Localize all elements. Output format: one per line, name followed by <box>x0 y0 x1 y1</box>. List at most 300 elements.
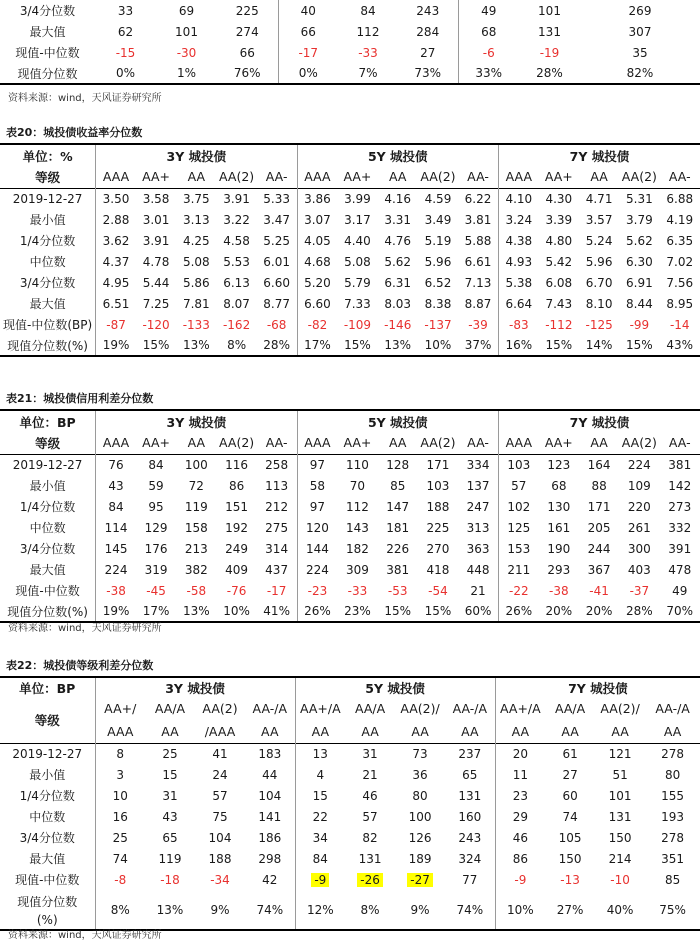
table-cell: 7.81 <box>182 296 210 311</box>
grade-header: AA <box>590 169 608 185</box>
table-cell: 3.01 <box>142 212 170 227</box>
table-cell: 40 <box>278 0 338 21</box>
table-cell: 5.62 <box>626 233 653 248</box>
table-row <box>0 559 700 580</box>
table-cell: 126 <box>408 830 432 845</box>
table-cell: 28% <box>263 338 290 352</box>
table-cell: 7.13 <box>464 275 492 290</box>
table-cell: 183 <box>258 746 282 761</box>
table-row <box>0 475 700 496</box>
highlighted-value: -27 <box>407 873 433 887</box>
table-cell: 19% <box>96 335 136 356</box>
table-cell: 193 <box>661 809 685 824</box>
table-cell: 243 <box>416 3 440 18</box>
table-cell: 7.25 <box>142 296 170 311</box>
table-cell: 161 <box>547 520 571 535</box>
table-row <box>0 21 700 42</box>
grade-label: 等级 <box>35 169 61 185</box>
table-cell: 41 <box>212 746 228 761</box>
table-cell: -8 <box>95 869 145 890</box>
table-cell: 74 <box>95 848 145 869</box>
grade-header: AA- <box>467 169 489 185</box>
table-cell: 8.03 <box>384 296 412 311</box>
table-row <box>0 496 700 517</box>
table-cell: 5.96 <box>424 254 452 269</box>
table-cell: 188 <box>426 499 450 514</box>
table-cell: -120 <box>142 317 170 332</box>
table-cell: 5.38 <box>498 272 538 293</box>
table-cell: -33 <box>347 583 368 598</box>
grade-header: AA+ <box>142 435 171 451</box>
table22-caption: 表22：城投债等级利差分位数 <box>6 659 154 672</box>
table-cell: 142 <box>668 478 692 493</box>
table-cell: 112 <box>345 499 369 514</box>
table-row <box>0 335 700 356</box>
table-cell: 155 <box>661 788 685 803</box>
table-cell: 249 <box>225 541 249 556</box>
grade-header-line1: AA-/A <box>252 701 287 716</box>
table-cell: 86 <box>228 478 245 493</box>
table-cell: 5.24 <box>585 233 613 248</box>
grade-header-line1: AA/A <box>154 701 186 716</box>
table-cell: -137 <box>424 317 452 332</box>
table-cell: 27% <box>556 902 584 917</box>
table-cell: -109 <box>343 317 372 332</box>
table-cell: 6.60 <box>297 293 337 314</box>
header-row <box>0 410 700 432</box>
header-row <box>0 720 700 743</box>
table-cell: 100 <box>184 457 208 472</box>
table-cell: 4.10 <box>498 188 538 209</box>
table-cell: 309 <box>345 562 369 577</box>
table-cell: 6.35 <box>666 233 694 248</box>
table-cell: 20 <box>495 743 545 764</box>
group-header: 7Y 城投债 <box>498 144 700 166</box>
table-cell: 3.47 <box>263 212 290 227</box>
table-cell: -146 <box>384 317 412 332</box>
table-cell: 125 <box>498 517 538 538</box>
table-cell: 80 <box>664 767 681 782</box>
table-cell <box>345 869 395 890</box>
row-label: 最大值 <box>29 297 66 311</box>
row-label: 现值-中位数(BP) <box>2 318 93 332</box>
table-cell: 105 <box>558 830 582 845</box>
grade-header: AAA <box>297 432 337 454</box>
table-cell: 15 <box>162 767 178 782</box>
table21 <box>0 409 700 623</box>
table-cell: 298 <box>258 851 282 866</box>
table-cell: 4.19 <box>666 212 694 227</box>
table-cell: 243 <box>458 830 482 845</box>
grade-header-line2: AA <box>161 723 179 739</box>
table-cell: 60 <box>562 788 578 803</box>
table-cell: 41% <box>263 604 290 618</box>
table-cell: 120 <box>297 517 337 538</box>
grade-header-line1: AA-/A <box>452 701 488 716</box>
table-cell: -15 <box>115 45 136 60</box>
table-row <box>0 0 700 21</box>
table-cell: 3.79 <box>626 212 653 227</box>
table20 <box>0 143 700 357</box>
unit-label: 单位：BP <box>19 680 76 696</box>
table-cell: 75 <box>212 809 228 824</box>
table-cell: 8.95 <box>666 296 694 311</box>
grade-header: AA(2) <box>219 435 255 451</box>
table-row <box>0 890 700 930</box>
grade-header: AA- <box>265 169 288 185</box>
row-label: 1/4分位数 <box>19 234 76 248</box>
grade-header: AAA <box>498 432 538 454</box>
table-cell: 3.99 <box>344 191 371 206</box>
table-cell: 409 <box>225 562 249 577</box>
table-cell: 59 <box>148 478 164 493</box>
table-cell: 33 <box>117 3 134 18</box>
table-cell: 324 <box>458 851 482 866</box>
grade-header: AA+ <box>343 169 372 185</box>
table-cell: 212 <box>265 499 289 514</box>
table-cell: 61 <box>562 746 578 761</box>
table-cell: 15% <box>626 338 653 352</box>
table-cell: -82 <box>297 314 337 335</box>
table-cell: 5.42 <box>545 254 573 269</box>
table-cell: -37 <box>629 583 650 598</box>
table-cell: 20% <box>585 604 613 618</box>
table-cell: 190 <box>547 541 571 556</box>
table-cell: 5.44 <box>142 275 170 290</box>
table-cell: -6 <box>458 42 519 63</box>
table-cell: 23 <box>495 785 545 806</box>
grade-header: AA- <box>668 169 691 185</box>
table-cell: 4.16 <box>384 191 412 206</box>
table-cell: 10% <box>495 890 545 930</box>
table-cell: -39 <box>468 317 488 332</box>
table-cell: 84 <box>148 457 164 472</box>
table-cell: 1% <box>176 66 197 80</box>
table-cell: 13% <box>384 338 412 352</box>
table-cell: 28% <box>626 604 653 618</box>
table-cell: 171 <box>426 457 450 472</box>
table-cell: 5.33 <box>263 191 290 206</box>
table-cell: 85 <box>664 872 681 887</box>
table-row <box>0 517 700 538</box>
table-cell: 36 <box>412 767 428 782</box>
table-cell: -30 <box>176 45 197 60</box>
table-cell: 58 <box>297 475 337 496</box>
grade-header-line2: AA <box>461 723 479 739</box>
table-cell: 44 <box>262 767 278 782</box>
grade-header: AA+ <box>544 435 573 451</box>
table-cell: 88 <box>591 478 607 493</box>
table-cell: -34 <box>210 872 230 887</box>
table-cell: 7.33 <box>344 296 371 311</box>
table-cell: 273 <box>668 499 692 514</box>
row-label: 最大值 <box>29 25 66 39</box>
row-label: 1/4分位数 <box>19 500 76 514</box>
table-cell: 65 <box>462 767 478 782</box>
table-cell: 70% <box>666 604 694 618</box>
table-cell: 141 <box>258 809 282 824</box>
table-cell: 160 <box>458 809 482 824</box>
table-cell: 103 <box>426 478 450 493</box>
table-cell: 74% <box>456 902 484 917</box>
group-header: 5Y 城投债 <box>297 144 498 166</box>
table22 <box>0 676 700 931</box>
table-row <box>0 293 700 314</box>
table-row <box>0 454 700 475</box>
table-cell: 84 <box>360 3 376 18</box>
table-cell: 109 <box>627 478 651 493</box>
table-cell: 319 <box>144 562 168 577</box>
table-cell: 258 <box>265 457 289 472</box>
table-cell: -9 <box>495 869 545 890</box>
table-cell: 6.13 <box>223 275 250 290</box>
table-cell: 5.08 <box>344 254 371 269</box>
table-cell: 42 <box>262 872 278 887</box>
table-cell: 17% <box>297 335 337 356</box>
table-cell: 128 <box>386 457 410 472</box>
table-cell: 181 <box>386 520 410 535</box>
table-cell: 8.87 <box>464 296 492 311</box>
table-cell: 4.80 <box>545 233 573 248</box>
table-cell: 284 <box>416 24 440 39</box>
table-cell: 332 <box>668 520 692 535</box>
grade-header: AA+ <box>142 169 171 185</box>
grade-header: AAA <box>96 166 136 188</box>
table-cell: -17 <box>278 42 338 63</box>
table-cell: 4.40 <box>344 233 371 248</box>
table-cell: 112 <box>356 24 380 39</box>
table-cell: 7% <box>358 66 378 80</box>
table-cell: 5.86 <box>182 275 210 290</box>
table-cell: 226 <box>386 541 410 556</box>
table-cell: 103 <box>498 454 538 475</box>
table-cell: 74 <box>562 809 578 824</box>
table-cell: 214 <box>608 851 632 866</box>
table-cell: 19% <box>96 601 136 622</box>
table-cell: 274 <box>235 24 259 39</box>
table-cell: 119 <box>184 499 208 514</box>
table-cell: 97 <box>297 496 337 517</box>
table-cell: 6.64 <box>498 293 538 314</box>
table-cell: 7.02 <box>666 254 694 269</box>
table-cell: 6.52 <box>424 275 452 290</box>
grade-header: AA(2) <box>621 169 657 185</box>
table-cell: 131 <box>538 24 561 39</box>
table-cell: 313 <box>466 520 490 535</box>
table-row <box>0 42 700 63</box>
table-cell: 6.51 <box>96 293 136 314</box>
grade-header-line2: /AAA <box>204 723 236 739</box>
table-cell: 171 <box>587 499 611 514</box>
table-row <box>0 251 700 272</box>
table-cell: 5.79 <box>344 275 371 290</box>
table-cell: 85 <box>390 478 406 493</box>
table-cell: -41 <box>589 583 609 598</box>
row-label: 最大值 <box>29 563 66 577</box>
table-cell: 4.38 <box>498 230 538 251</box>
table-cell: 5.96 <box>585 254 613 269</box>
table-cell: 25 <box>95 827 145 848</box>
table-cell: 4.25 <box>182 233 210 248</box>
table-cell: 164 <box>587 457 611 472</box>
table-cell: 211 <box>498 559 538 580</box>
table-cell: 4.95 <box>96 272 136 293</box>
table-row <box>0 785 700 806</box>
group-header: 3Y 城投债 <box>95 677 295 697</box>
table-cell: 7.43 <box>545 296 573 311</box>
table-cell: -99 <box>629 317 650 332</box>
table-cell: 3.50 <box>96 188 136 209</box>
table-cell: 5.31 <box>626 191 653 206</box>
table-cell: 314 <box>265 541 289 556</box>
grade-header-line2: AA <box>561 723 579 739</box>
row-label: 3/4分位数 <box>19 831 75 845</box>
row-label-line2: (%) <box>36 912 58 927</box>
table-cell: 76% <box>233 66 261 80</box>
table-cell: 381 <box>668 457 692 472</box>
table-cell: 150 <box>558 851 582 866</box>
header-row <box>0 432 700 454</box>
table-cell: 300 <box>627 541 651 556</box>
table-cell: -162 <box>222 317 251 332</box>
table-cell: 15 <box>295 785 345 806</box>
table-cell: 69 <box>178 3 195 18</box>
grade-header: AA+ <box>544 169 573 185</box>
grade-header-line1: AA(2)/ <box>400 701 440 716</box>
grade-header: AA(2) <box>420 169 456 185</box>
highlighted-value: -9 <box>311 873 329 887</box>
table-cell: 60% <box>464 604 492 618</box>
grade-header-line2: AA <box>361 723 379 739</box>
table-cell: 46 <box>362 788 378 803</box>
table-cell: 104 <box>208 830 232 845</box>
grade-header: AAA <box>96 432 136 454</box>
header-row <box>0 144 700 166</box>
table-cell: -23 <box>297 580 337 601</box>
row-label: 2019-12-27 <box>12 457 83 472</box>
table-cell: 5.19 <box>424 233 452 248</box>
table-cell: 3.57 <box>585 212 613 227</box>
table-cell: 70 <box>349 478 366 493</box>
table-cell: 448 <box>466 562 490 577</box>
table-cell: 26% <box>498 601 538 622</box>
table-cell: -10 <box>610 872 630 887</box>
grade-header-line2: AA <box>495 720 545 743</box>
table-row <box>0 230 700 251</box>
table-cell: 43 <box>96 475 136 496</box>
table-cell: -112 <box>545 317 573 332</box>
table-cell: 73% <box>414 66 442 80</box>
table-cell: 6.61 <box>464 254 492 269</box>
table-cell: 72 <box>188 478 204 493</box>
group-header: 7Y 城投债 <box>495 677 700 697</box>
table-cell: 16% <box>498 335 538 356</box>
table-cell: 143 <box>345 520 369 535</box>
table-cell: 224 <box>627 457 651 472</box>
table-cell: 5.25 <box>263 233 290 248</box>
table-cell: 66 <box>239 45 255 60</box>
table-cell: 418 <box>426 562 450 577</box>
table-cell: -53 <box>387 583 408 598</box>
row-label: 现值分位数 <box>17 66 78 81</box>
grade-header: AA(2) <box>621 435 657 451</box>
table-cell: 5.62 <box>384 254 412 269</box>
table-cell: -87 <box>96 314 136 335</box>
table-cell: 307 <box>628 24 652 39</box>
table-cell: 9% <box>410 902 430 917</box>
table-cell: 101 <box>175 24 198 39</box>
table-cell: 13% <box>182 604 210 618</box>
group-header: 3Y 城投债 <box>96 410 297 432</box>
grade-header: AA(2) <box>420 435 456 451</box>
table-cell: 224 <box>96 559 136 580</box>
table-cell: 334 <box>466 457 490 472</box>
table-cell: 4.30 <box>545 191 573 206</box>
table-cell: 4.93 <box>498 251 538 272</box>
table-cell: 40% <box>606 902 634 917</box>
source-note-top: 资料来源：wind，天风证券研究所 <box>8 93 162 104</box>
table-cell: 10% <box>223 604 250 618</box>
table-cell: 25 <box>162 746 178 761</box>
grade-header-line1: AA(2)/ <box>600 701 640 716</box>
table-cell: 13% <box>182 338 210 352</box>
table-cell: 8.38 <box>424 296 452 311</box>
table-cell: 43 <box>162 809 178 824</box>
table-cell: 84 <box>96 496 136 517</box>
table-cell: 382 <box>184 562 208 577</box>
table-cell: -68 <box>266 317 287 332</box>
table-cell: 15% <box>545 338 573 352</box>
table-cell: 225 <box>426 520 450 535</box>
grade-header-line1: AA+/A <box>495 697 545 720</box>
table-cell: 176 <box>144 541 168 556</box>
table-cell: -38 <box>96 580 136 601</box>
table-cell: 119 <box>158 851 182 866</box>
table-cell: 151 <box>225 499 249 514</box>
table-cell: 3.86 <box>297 188 337 209</box>
row-label: 最小值 <box>29 213 66 227</box>
table-cell: 137 <box>466 478 490 493</box>
grade-header: AA- <box>668 435 691 451</box>
table-cell: 80 <box>412 788 428 803</box>
table-cell: 3.07 <box>297 209 337 230</box>
table-cell: 6.88 <box>666 191 694 206</box>
table-cell: 21 <box>470 583 486 598</box>
table-cell: -19 <box>539 45 560 60</box>
table-cell: 147 <box>386 499 410 514</box>
table-cell: 27 <box>420 45 436 60</box>
header-row <box>0 697 700 720</box>
table-cell: 261 <box>627 520 651 535</box>
table-cell: 27 <box>562 767 578 782</box>
table-cell: 26% <box>297 601 337 622</box>
group-header: 5Y 城投债 <box>295 677 495 697</box>
row-label: 最小值 <box>29 768 66 782</box>
grade-header: AA- <box>265 435 288 451</box>
group-header: 5Y 城投债 <box>297 410 498 432</box>
table-cell: 49 <box>672 583 688 598</box>
source-note-21: 资料来源：wind，天风证券研究所 <box>8 623 162 634</box>
grade-header: AAA <box>297 166 337 188</box>
table-cell: 225 <box>235 3 259 18</box>
table-cell: 189 <box>408 851 432 866</box>
unit-label: 单位：BP <box>19 414 76 430</box>
table-cell: 153 <box>498 538 538 559</box>
header-row <box>0 677 700 697</box>
table-cell: 110 <box>345 457 369 472</box>
table-cell: 15% <box>424 604 452 618</box>
table-cell: -133 <box>182 317 210 332</box>
